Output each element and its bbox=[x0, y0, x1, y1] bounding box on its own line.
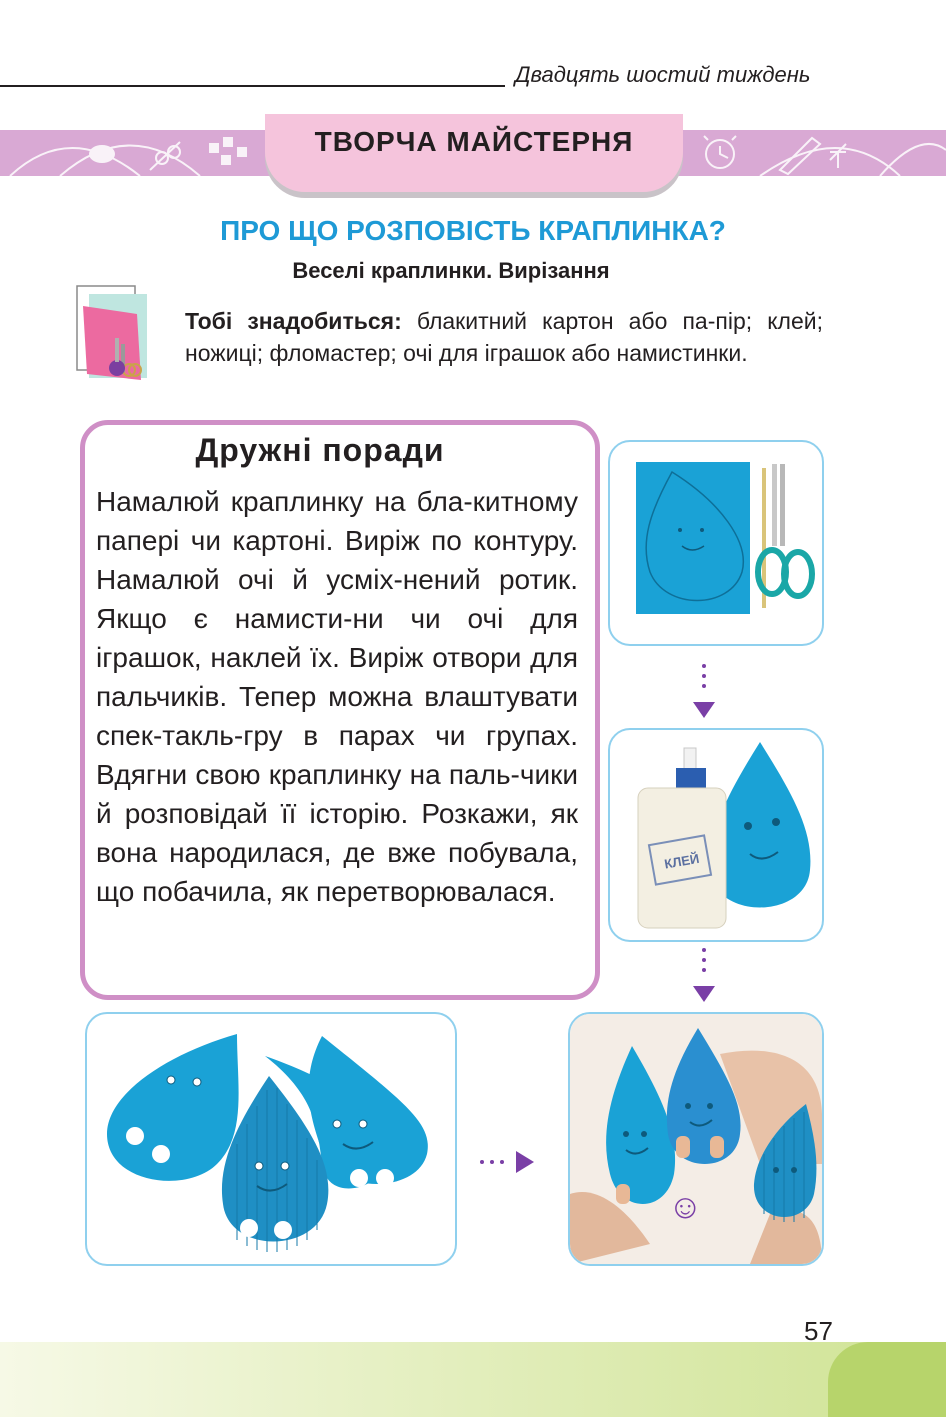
section-title: ТВОРЧА МАЙСТЕРНЯ bbox=[314, 126, 634, 157]
materials-label: Тобі знадобиться: bbox=[185, 308, 402, 334]
tips-title: Дружні поради bbox=[195, 432, 445, 468]
glue-and-drop-image bbox=[610, 730, 822, 940]
arrow-right-icon bbox=[478, 1150, 538, 1174]
page-number: 57 bbox=[804, 1316, 833, 1346]
arrow-down-icon bbox=[692, 662, 716, 722]
paper-and-scissors-image bbox=[610, 442, 822, 644]
step-1-photo bbox=[608, 440, 824, 646]
footer-tab bbox=[828, 1342, 946, 1417]
week-label: Двадцять шостий тиждень bbox=[515, 62, 811, 87]
craft-materials-icon bbox=[75, 284, 155, 384]
smile-icon: ☺ bbox=[668, 1188, 703, 1226]
footer-band bbox=[0, 1342, 946, 1417]
arrow-down-icon bbox=[692, 946, 716, 1006]
lesson-title: ПРО ЩО РОЗПОВІСТЬ КРАПЛИНКА? bbox=[220, 215, 726, 246]
lesson-subtitle: Веселі краплинки. Вирізання bbox=[292, 258, 610, 283]
step-4-photo bbox=[568, 1012, 824, 1266]
three-drops-image bbox=[87, 1014, 455, 1264]
materials-text bbox=[185, 305, 823, 369]
glue-label: КЛЕЙ bbox=[663, 850, 701, 872]
step-2-photo bbox=[608, 728, 824, 942]
materials-list: блакитний картон або па-пір; клей; ножиці; фломастер; очі для іграшок або намистинки. bbox=[185, 308, 823, 366]
step-3-photo bbox=[85, 1012, 457, 1266]
header-rule bbox=[0, 85, 505, 87]
tips-body: Намалюй краплинку на бла-китному папері чи картоні. Виріж по контуру. Намалюй очі й усміх-нений ротик. Якщо є намисти-ни чи очі для іграшок, наклей їх. Виріж отвори для пальчиків. Тепер можна влаштувати спек-такль-гру в парах чи групах. Вдягни свою краплинку на паль-чики й розповідай її історію. Розкажи, як вона народилася, де вже побувала, що побачила, як перетворювалася. bbox=[96, 486, 578, 907]
finger-puppets-image bbox=[570, 1014, 822, 1264]
